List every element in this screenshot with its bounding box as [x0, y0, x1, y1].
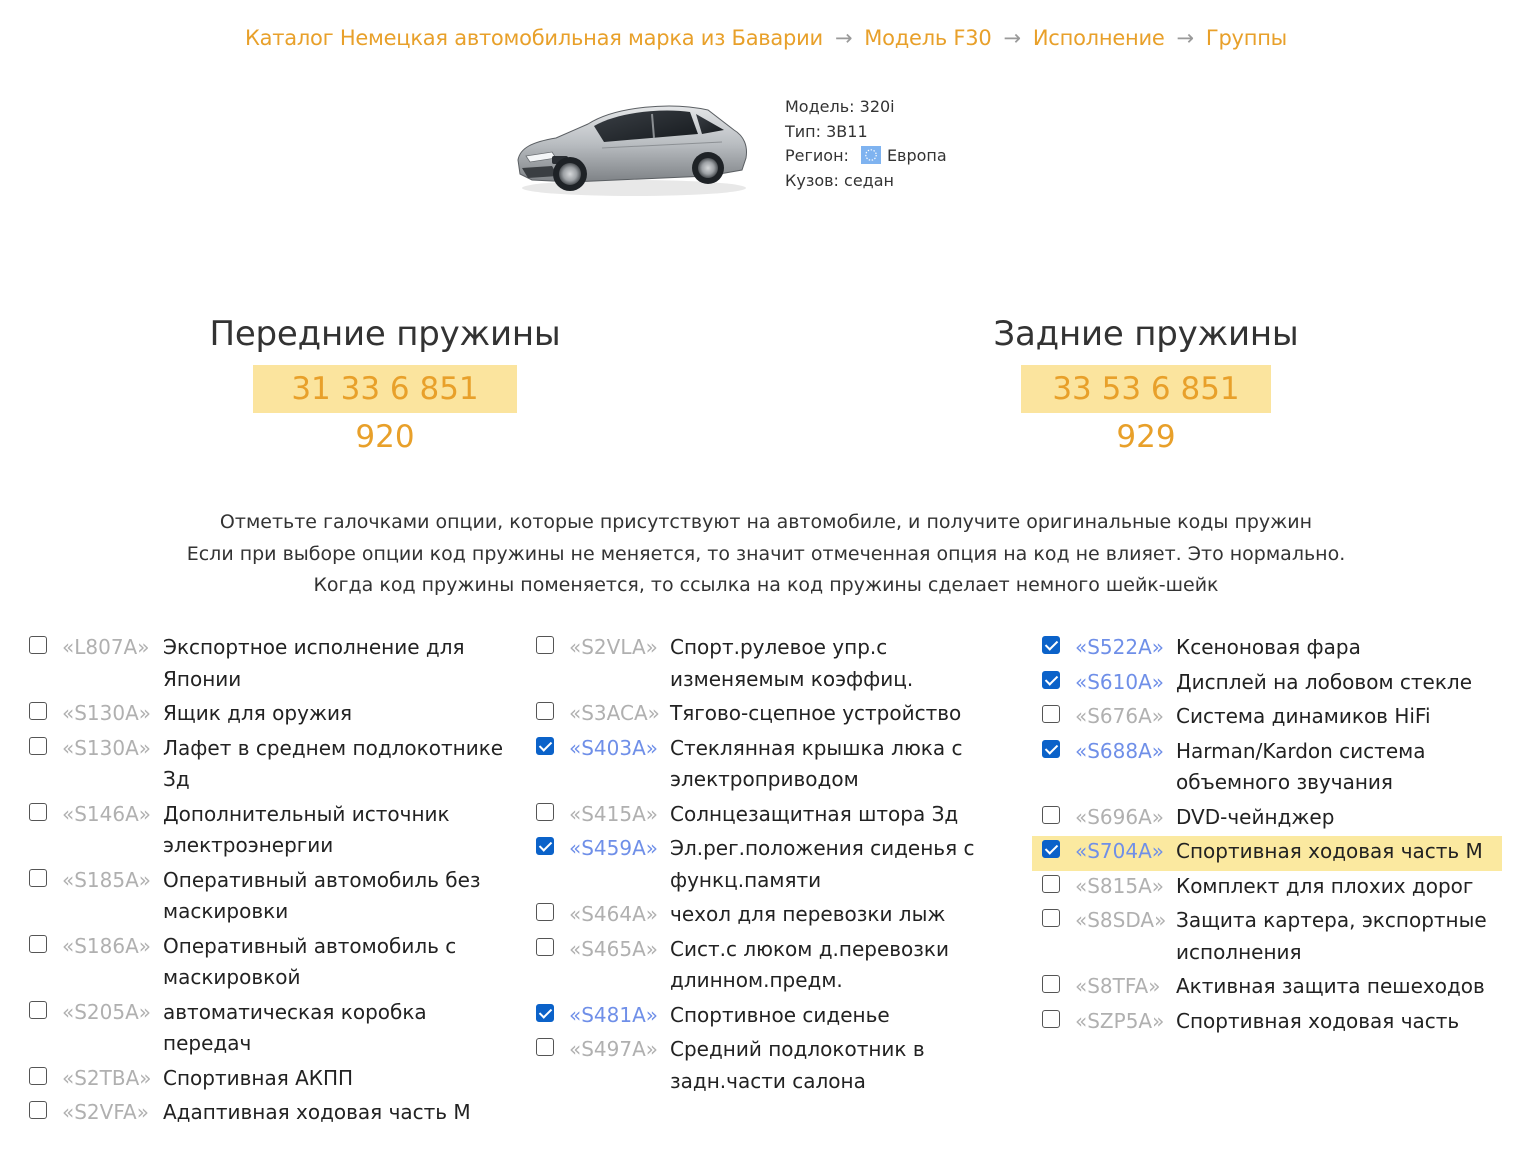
- car-region-value: Европа: [886, 146, 947, 165]
- option-label: Эл.рег.положения сиденья с функц.памяти: [670, 836, 975, 892]
- option-checkbox[interactable]: [29, 935, 47, 953]
- instruction-line: Отметьте галочками опции, которые присутствуют на автомобиле, и получите оригинальные коды пружин: [219, 511, 1313, 533]
- option-item[interactable]: [27, 733, 507, 799]
- option-checkbox[interactable]: [1042, 740, 1060, 758]
- option-checkbox[interactable]: [1042, 840, 1060, 858]
- option-item[interactable]: [27, 1063, 507, 1098]
- option-label: Стеклянная крышка люка с электроприводом: [670, 735, 963, 791]
- option-label: Экспортное исполнение для Японии: [163, 635, 465, 691]
- option-code: «S2VFA»: [62, 1100, 149, 1124]
- option-label: Ксеноновая фара: [1176, 635, 1361, 659]
- option-code: «S459A»: [569, 836, 659, 860]
- option-label: Спортивная ходовая часть: [1176, 1008, 1460, 1033]
- option-checkbox[interactable]: [536, 636, 554, 654]
- option-checkbox[interactable]: [29, 869, 47, 887]
- option-checkbox[interactable]: [1042, 636, 1060, 654]
- option-item[interactable]: [534, 899, 1004, 934]
- option-checkbox[interactable]: [536, 938, 554, 956]
- option-item[interactable]: [1040, 701, 1510, 736]
- option-code: «L807A»: [62, 635, 150, 659]
- front-springs-code-link[interactable]: 31 33 6 851 920: [253, 365, 517, 413]
- option-label: Дисплей на лобовом стекле: [1176, 669, 1473, 694]
- breadcrumb-groups-link[interactable]: Группы: [1205, 26, 1288, 50]
- option-label: Защита картера, экспортные исполнения: [1176, 908, 1487, 964]
- option-code: «S688A»: [1075, 738, 1165, 763]
- option-code: «S205A»: [62, 999, 152, 1024]
- option-label: Спортивная АКПП: [163, 1065, 354, 1090]
- options-column-2: [534, 632, 1004, 1100]
- option-label: Спорт.рулевое упр.с изменяемым коэффиц.: [670, 635, 914, 691]
- option-checkbox[interactable]: [536, 1038, 554, 1056]
- option-label: Ящик для оружия: [163, 701, 352, 725]
- option-checkbox[interactable]: [536, 1004, 554, 1022]
- option-item[interactable]: [1032, 836, 1502, 871]
- option-code: «S815A»: [1075, 873, 1165, 898]
- rear-springs: [866, 311, 1426, 455]
- option-label: Дополнительный источник электроэнергии: [163, 801, 450, 857]
- option-checkbox[interactable]: [1042, 909, 1060, 927]
- breadcrumb-variant-link[interactable]: Исполнение: [1032, 26, 1165, 50]
- option-item[interactable]: [1040, 971, 1510, 1006]
- option-checkbox[interactable]: [1042, 875, 1060, 893]
- option-checkbox[interactable]: [29, 1101, 47, 1119]
- option-label: Оперативный автомобиль с маскировкой: [163, 933, 457, 989]
- option-label: Лафет в среднем подлокотнике Зд: [163, 735, 504, 791]
- car-body: Кузов: седан: [785, 170, 894, 190]
- instruction-line: Если при выборе опции код пружины не меняется, то значит отмеченная опция на код не влияет. Это нормально.: [186, 542, 1346, 565]
- option-item[interactable]: [534, 632, 1004, 698]
- option-checkbox[interactable]: [29, 636, 47, 654]
- option-label: чехол для перевозки лыж: [670, 902, 946, 926]
- breadcrumb-arrow-icon: →: [1003, 26, 1021, 50]
- option-item[interactable]: [27, 931, 507, 997]
- option-item[interactable]: [1040, 905, 1510, 971]
- option-item[interactable]: [1040, 632, 1510, 667]
- options-column-3: [1040, 632, 1510, 1040]
- option-item[interactable]: [534, 934, 1004, 1000]
- option-checkbox[interactable]: [1042, 975, 1060, 993]
- option-label: DVD-чейнджер: [1176, 804, 1335, 829]
- option-checkbox[interactable]: [29, 1067, 47, 1085]
- option-label: Спортивное сиденье: [670, 1002, 890, 1027]
- option-code: «S130A»: [62, 701, 152, 725]
- option-code: «S186A»: [62, 933, 152, 958]
- options-column-1: [27, 632, 507, 1132]
- option-checkbox[interactable]: [1042, 1010, 1060, 1028]
- option-checkbox[interactable]: [1042, 705, 1060, 723]
- option-checkbox[interactable]: [29, 803, 47, 821]
- option-checkbox[interactable]: [29, 1001, 47, 1019]
- car-region: [785, 144, 947, 169]
- springs-section: [0, 311, 1520, 455]
- option-code: «S2VLA»: [569, 635, 658, 659]
- option-code: «S704A»: [1075, 839, 1165, 863]
- option-item[interactable]: [534, 799, 1004, 834]
- option-checkbox[interactable]: [536, 903, 554, 921]
- option-checkbox[interactable]: [29, 702, 47, 720]
- breadcrumb-model-link[interactable]: Модель F30: [864, 26, 992, 50]
- instruction-line: Когда код пружины поменяется, то ссылка на код пружины сделает немного шейк-шейк: [313, 574, 1219, 596]
- option-item[interactable]: [1040, 802, 1510, 837]
- option-code: «S676A»: [1075, 704, 1165, 728]
- option-item[interactable]: [27, 698, 507, 733]
- option-item[interactable]: [534, 1000, 1004, 1035]
- option-code: «S8TFA»: [1075, 974, 1161, 998]
- rear-springs-code-link[interactable]: 33 53 6 851 929: [1021, 365, 1271, 413]
- car-type: Тип: 3B11: [785, 121, 868, 141]
- car-image: [512, 96, 752, 200]
- rear-springs-title: Задние пружины: [993, 314, 1299, 354]
- option-code: «S465A»: [569, 936, 659, 961]
- option-item[interactable]: [534, 833, 1004, 899]
- option-code: «S403A»: [569, 735, 659, 760]
- option-label: Спортивная ходовая часть M: [1176, 839, 1483, 863]
- option-item[interactable]: [27, 632, 507, 698]
- car-model: Модель: 320i: [785, 97, 895, 116]
- option-label: Harman/Kardon система объемного звучания: [1176, 738, 1426, 794]
- option-checkbox[interactable]: [536, 702, 554, 720]
- option-label: Адаптивная ходовая часть M: [163, 1100, 471, 1124]
- eu-flag-icon: [861, 146, 881, 164]
- breadcrumb: [0, 26, 1520, 50]
- option-code: «SZP5A»: [1075, 1008, 1165, 1033]
- option-code: «S146A»: [62, 801, 152, 826]
- option-code: «S696A»: [1075, 804, 1165, 829]
- option-label: Активная защита пешеходов: [1176, 974, 1485, 998]
- option-code: «S130A»: [62, 735, 152, 760]
- option-checkbox[interactable]: [1042, 806, 1060, 824]
- option-code: «S2TBA»: [62, 1065, 152, 1090]
- option-item[interactable]: [534, 1034, 1004, 1100]
- option-item[interactable]: [1040, 1006, 1510, 1041]
- option-checkbox[interactable]: [536, 803, 554, 821]
- option-code: «S481A»: [569, 1002, 659, 1027]
- option-label: Оперативный автомобиль без маскировки: [163, 867, 481, 923]
- breadcrumb-catalog-link[interactable]: Каталог Немецкая автомобильная марка из Баварии: [244, 26, 823, 50]
- option-label: Сист.с люком д.перевозки длинном.предм.: [670, 936, 950, 992]
- instructions: [0, 507, 1520, 602]
- car-region-label: Регион:: [785, 146, 849, 165]
- breadcrumb-arrow-icon: →: [834, 26, 853, 50]
- option-item[interactable]: [27, 1097, 507, 1132]
- front-springs-title: Передние пружины: [209, 314, 561, 354]
- option-checkbox[interactable]: [29, 737, 47, 755]
- option-item[interactable]: [27, 799, 507, 865]
- option-item[interactable]: [1040, 871, 1510, 906]
- option-code: «S415A»: [569, 801, 659, 826]
- option-code: «S497A»: [569, 1037, 659, 1061]
- option-code: «S610A»: [1075, 669, 1165, 694]
- option-item[interactable]: [27, 997, 507, 1063]
- option-code: «S464A»: [569, 902, 659, 926]
- front-springs: [105, 311, 665, 455]
- option-code: «S3ACA»: [569, 701, 660, 725]
- option-code: «S185A»: [62, 867, 152, 892]
- option-label: Тягово-сцепное устройство: [670, 701, 962, 725]
- option-item[interactable]: [534, 733, 1004, 799]
- option-item[interactable]: [1040, 667, 1510, 702]
- car-info: [785, 95, 947, 193]
- breadcrumb-arrow-icon: →: [1176, 26, 1194, 50]
- option-code: «S522A»: [1075, 635, 1165, 659]
- option-checkbox[interactable]: [1042, 671, 1060, 689]
- option-item[interactable]: [534, 698, 1004, 733]
- option-checkbox[interactable]: [536, 737, 554, 755]
- option-label: Средний подлокотник в задн.части салона: [670, 1037, 925, 1093]
- option-label: Система динамиков HiFi: [1176, 704, 1431, 728]
- option-item[interactable]: [27, 865, 507, 931]
- option-label: Комплект для плохих дорог: [1176, 873, 1474, 898]
- option-item[interactable]: [1040, 736, 1510, 802]
- option-label: автоматическая коробка передач: [163, 999, 427, 1055]
- option-code: «S8SDA»: [1075, 908, 1167, 932]
- option-checkbox[interactable]: [536, 837, 554, 855]
- option-label: Солнцезащитная штора Зд: [670, 801, 959, 826]
